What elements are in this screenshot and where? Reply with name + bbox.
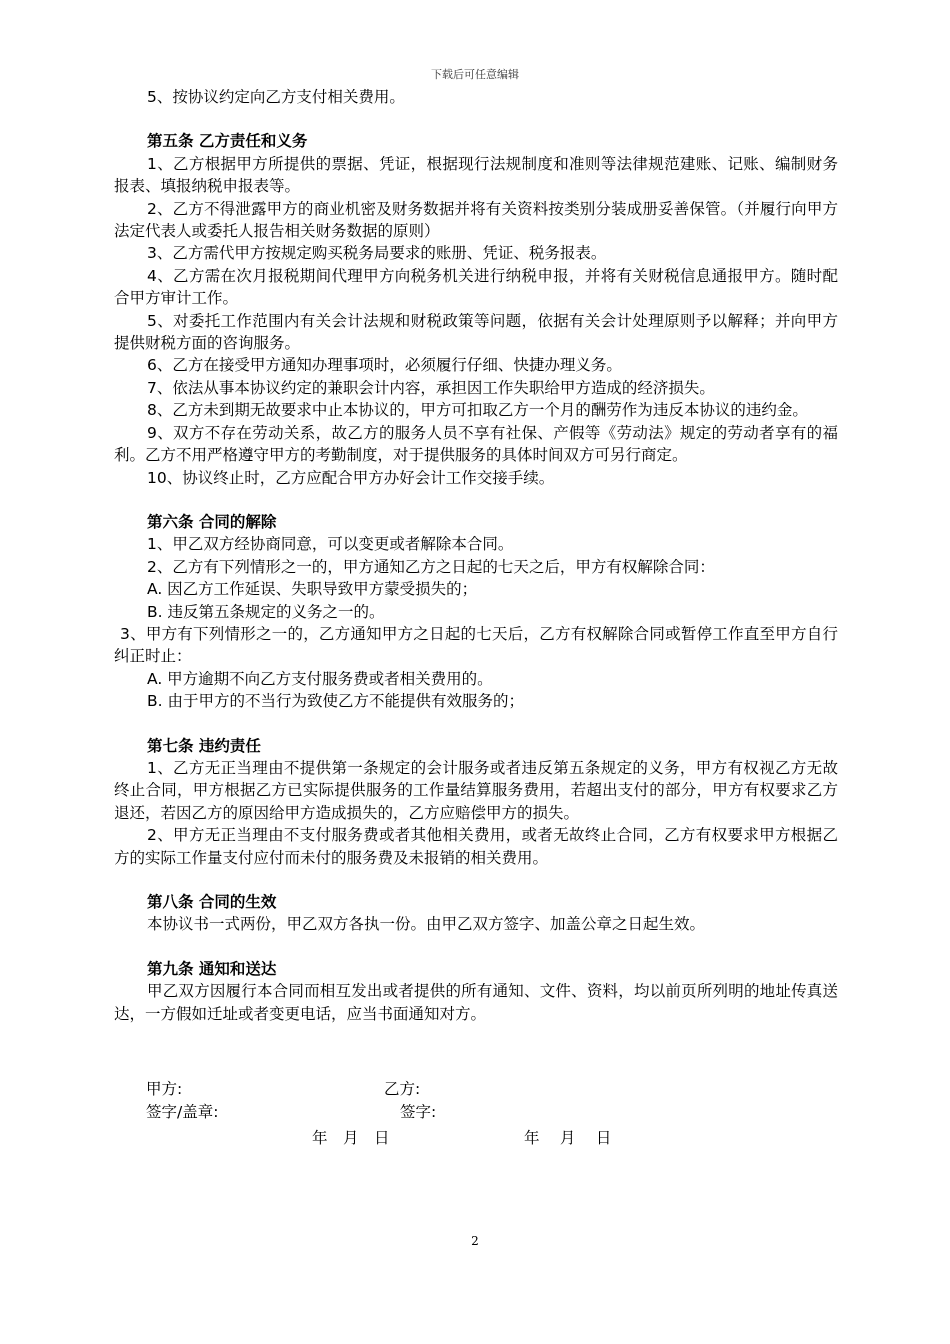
article-8-title: 第八条 合同的生效 bbox=[147, 893, 277, 911]
article-6-subitem: A. 因乙方工作延误、失职导致甲方蒙受损失的； bbox=[147, 580, 478, 599]
document-body bbox=[114, 86, 838, 1025]
page-number: 2 bbox=[471, 1234, 479, 1248]
article-5-item: 6、乙方在接受甲方通知办理事项时，必须履行仔细、快捷办理义务。 bbox=[147, 356, 622, 375]
party-b-sign-label: 签字: bbox=[400, 1103, 437, 1121]
intro-item: 5、按协议约定向乙方支付相关费用。 bbox=[147, 88, 405, 106]
article-8-text: 本协议书一式两份，甲乙双方各执一份。由甲乙双方签字、加盖公章之日起生效。 bbox=[147, 915, 706, 934]
page-header: 下载后可任意编辑 bbox=[431, 68, 519, 81]
article-6-title: 第六条 合同的解除 bbox=[147, 512, 277, 531]
article-6-item: 3、甲方有下列情形之一的，乙方通知甲方之日起的七天后，乙方有权解除合同或暂停工作直至甲方自行纠正时止： bbox=[114, 624, 838, 666]
article-6-subitem: B. 由于甲方的不当行为致使乙方不能提供有效服务的； bbox=[147, 692, 524, 711]
article-5-title: 第五条 乙方责任和义务 bbox=[147, 132, 308, 151]
article-5-item: 1、乙方根据甲方所提供的票据、凭证，根据现行法规制度和准则等法律规范建账、记账、编制财务报表、填报纳税申报表等。 bbox=[114, 154, 838, 196]
party-a-label: 甲方: bbox=[146, 1080, 183, 1098]
article-6-subitem: B. 违反第五条规定的义务之一的。 bbox=[147, 602, 385, 621]
article-5-item: 9、双方不存在劳动关系，故乙方的服务人员不享有社保、产假等《劳动法》规定的劳动者享有的福利。乙方不用严格遵守甲方的考勤制度，对于提供服务的具体时间双方可另行商定。 bbox=[114, 423, 838, 465]
article-5-item: 10、协议终止时，乙方应配合甲方办好会计工作交接手续。 bbox=[147, 468, 555, 487]
party-b-label: 乙方: bbox=[384, 1080, 421, 1098]
article-6-item: 1、甲乙双方经协商同意，可以变更或者解除本合同。 bbox=[147, 535, 514, 554]
article-6-subitem: A. 甲方逾期不向乙方支付服务费或者相关费用的。 bbox=[147, 669, 493, 688]
article-5-item: 5、对委托工作范围内有关会计法规和财税政策等问题，依据有关会计处理原则予以解释；并向甲方提供财税方面的咨询服务。 bbox=[114, 311, 838, 353]
party-b-date: 年 月 日 bbox=[524, 1129, 612, 1147]
article-5-item: 2、乙方不得泄露甲方的商业机密及财务数据并将有关资料按类别分装成册妥善保管。（并履行向甲方法定代表人或委托人报告相关财务数据的原则） bbox=[114, 199, 838, 241]
article-5-item: 4、乙方需在次月报税期间代理甲方向税务机关进行纳税申报，并将有关财税信息通报甲方。随时配合甲方审计工作。 bbox=[114, 266, 838, 308]
article-7-item: 1、乙方无正当理由不提供第一条规定的会计服务或者违反第五条规定的义务，甲方有权视乙方无故终止合同，甲方根据乙方已实际提供服务的工作量结算服务费用，若超出支付的部分，甲方有权要求乙方退还，若因乙方的原因给甲方造成损失的，乙方应赔偿甲方的损失。 bbox=[114, 758, 838, 822]
party-a-date: 年 月 日 bbox=[312, 1129, 390, 1147]
article-6-item: 2、乙方有下列情形之一的，甲方通知乙方之日起的七天之后，甲方有权解除合同： bbox=[147, 557, 715, 576]
article-7-item: 2、甲方无正当理由不支付服务费或者其他相关费用，或者无故终止合同，乙方有权要求甲方根据乙方的实际工作量支付应付而未付的服务费及未报销的相关费用。 bbox=[114, 826, 838, 867]
article-5-item: 7、依法从事本协议约定的兼职会计内容，承担因工作失职给甲方造成的经济损失。 bbox=[147, 378, 715, 397]
article-5-item: 3、乙方需代甲方按规定购买税务局要求的账册、凭证、税务报表。 bbox=[147, 244, 607, 263]
article-7-title: 第七条 违约责任 bbox=[147, 736, 261, 755]
party-a-sign-label: 签字/盖章: bbox=[146, 1103, 219, 1121]
article-9-text: 甲乙双方因履行本合同而相互发出或者提供的所有通知、文件、资料，均以前页所列明的地址传真送达，一方假如迁址或者变更电话，应当书面通知对方。 bbox=[114, 982, 838, 1023]
article-5-item: 8、乙方未到期无故要求中止本协议的，甲方可扣取乙方一个月的酬劳作为违反本协议的违约金。 bbox=[147, 401, 808, 420]
article-9-title: 第九条 通知和送达 bbox=[147, 959, 277, 978]
